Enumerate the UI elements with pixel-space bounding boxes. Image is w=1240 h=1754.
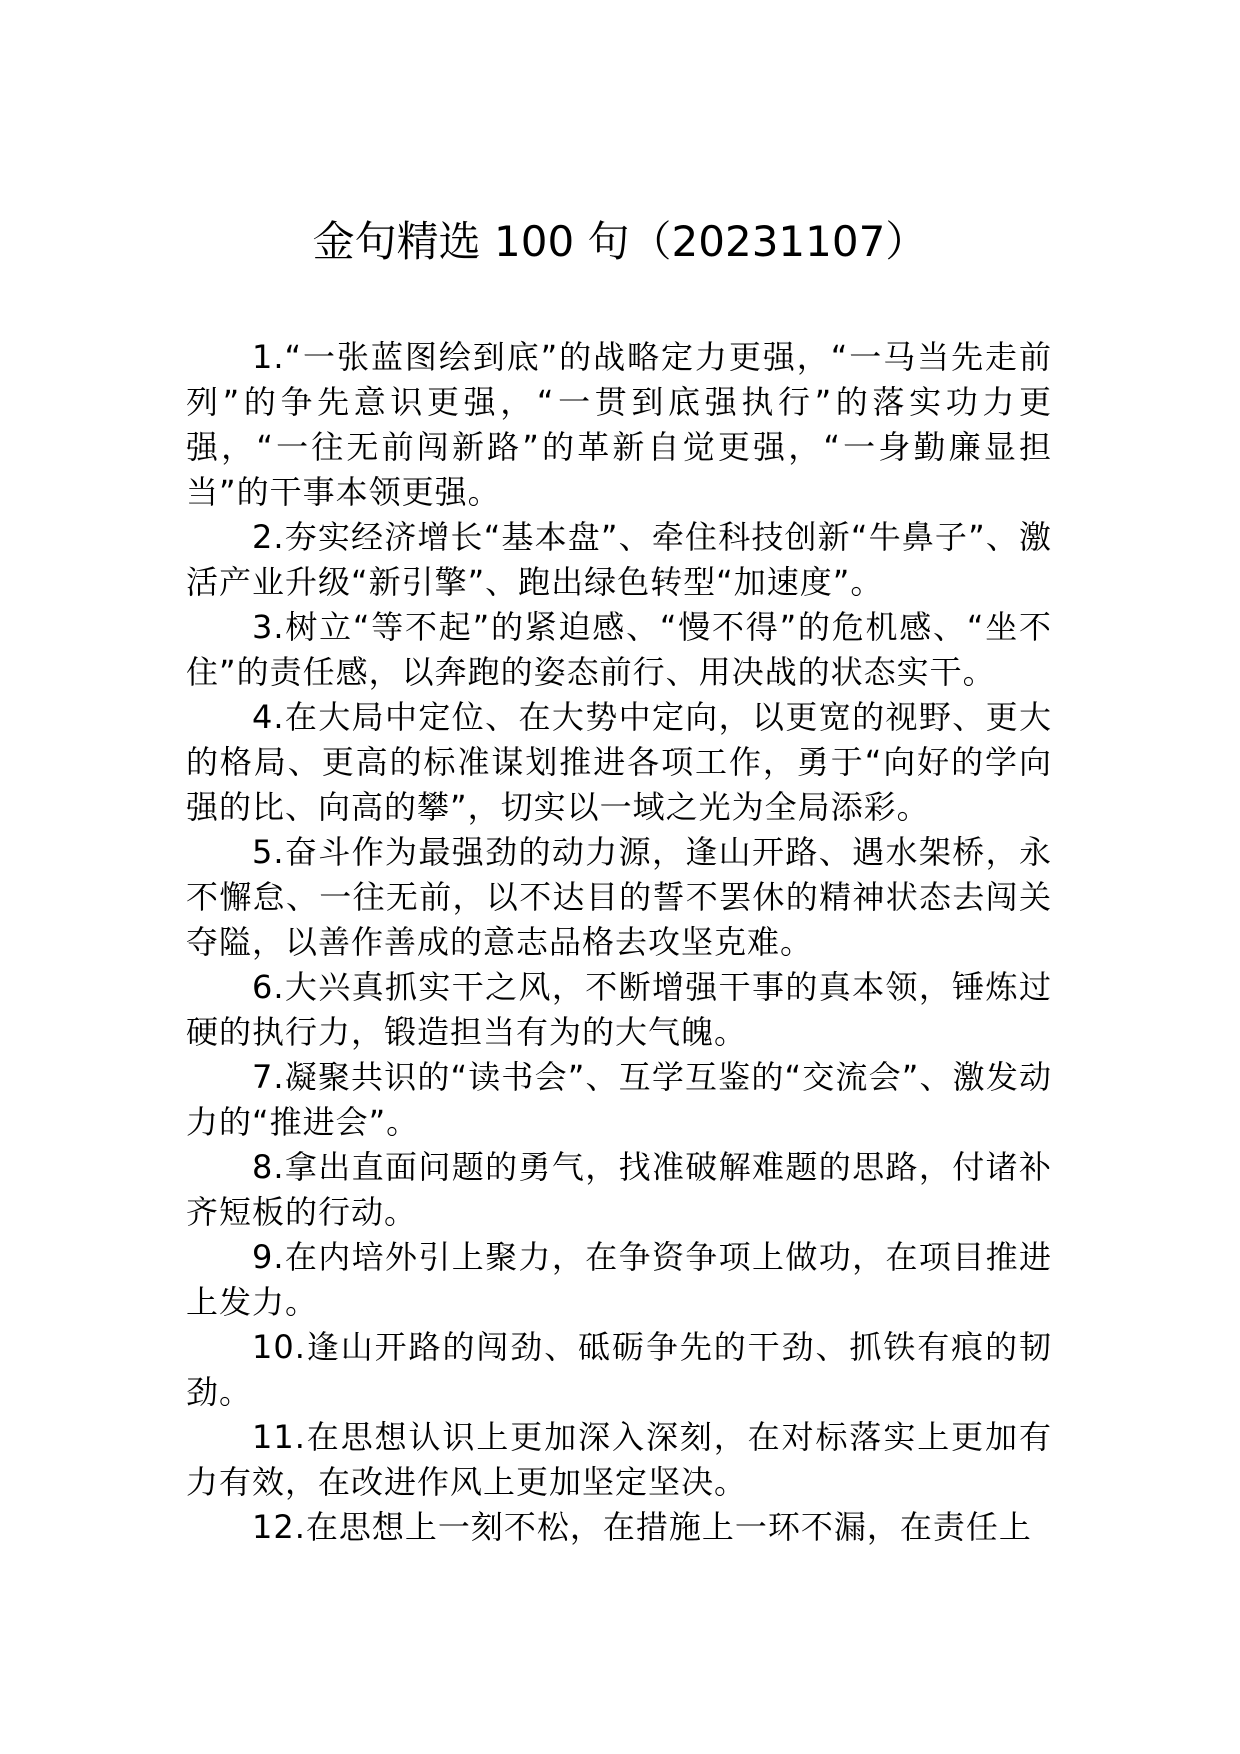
paragraph-4: 4.在大局中定位、在大势中定向，以更宽的视野、更大的格局、更高的标准谋划推进各项工作，勇于“向好的学向强的比、向高的攀”，切实以一域之光为全局添彩。 (186, 698, 1052, 826)
paragraph-3: 3.树立“等不起”的紧迫感、“慢不得”的危机感、“坐不住”的责任感，以奔跑的姿态前行、用决战的状态实干。 (186, 608, 1052, 691)
document-body (186, 335, 1052, 1550)
paragraph-8: 8.拿出直面问题的勇气，找准破解难题的思路，付诸补齐短板的行动。 (186, 1148, 1052, 1231)
paragraph-7: 7.凝聚共识的“读书会”、互学互鉴的“交流会”、激发动力的“推进会”。 (186, 1058, 1052, 1141)
paragraph-1: 1.“一张蓝图绘到底”的战略定力更强，“一马当先走前列”的争先意识更强，“一贯到底强执行”的落实功力更强，“一往无前闯新路”的革新自觉更强，“一身勤廉显担当”的干事本领更强。 (186, 338, 1052, 511)
paragraph-9: 9.在内培外引上聚力，在争资争项上做功，在项目推进上发力。 (186, 1238, 1052, 1321)
paragraph-2: 2.夯实经济增长“基本盘”、牵住科技创新“牛鼻子”、激活产业升级“新引擎”、跑出绿色转型“加速度”。 (186, 518, 1052, 601)
paragraph-5: 5.奋斗作为最强劲的动力源，逢山开路、遇水架桥，永不懈怠、一往无前，以不达目的誓不罢休的精神状态去闯关夺隘，以善作善成的意志品格去攻坚克难。 (186, 833, 1052, 961)
document-title: 金句精选 100 句（20231107） (312, 217, 928, 266)
paragraph-6: 6.大兴真抓实干之风，不断增强干事的真本领，锤炼过硬的执行力，锻造担当有为的大气魄。 (186, 968, 1052, 1051)
paragraph-11: 11.在思想认识上更加深入深刻，在对标落实上更加有力有效，在改进作风上更加坚定坚决。 (186, 1418, 1052, 1501)
paragraph-12: 12.在思想上一刻不松，在措施上一环不漏，在责任上 (252, 1508, 1032, 1546)
paragraph-10: 10.逢山开路的闯劲、砥砺争先的干劲、抓铁有痕的韧劲。 (186, 1328, 1052, 1411)
